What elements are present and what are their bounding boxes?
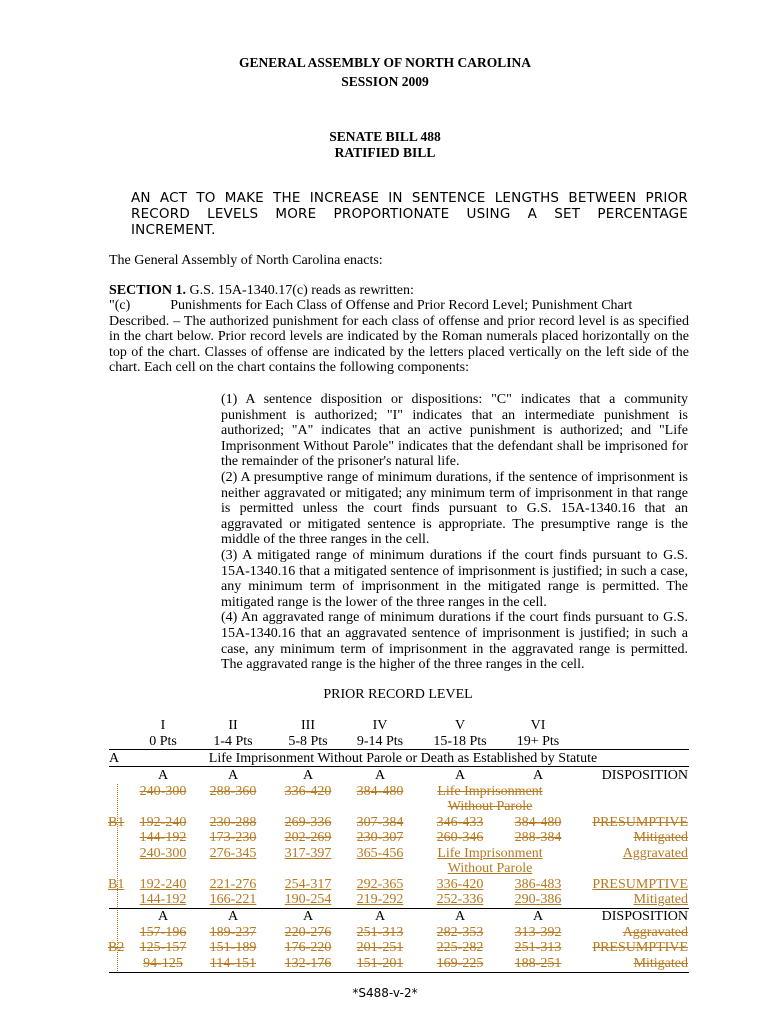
disposition-letter: A: [227, 909, 239, 924]
document-id-footer: *S488-v-2*: [352, 986, 418, 1000]
points-header: 19+ Pts: [516, 734, 560, 749]
component-item-4: (4) An aggravated range of minimum durations if the court finds pursuant to G.S. 15A-1340.16 that an aggravated sentence of imprisonment is justified; in such a case, any minimum term of imprisonment in the aggravated range is permitted. The aggravated range is the higher of the three ranges in the cell.: [221, 610, 688, 673]
inserted-value: 221-276: [209, 877, 257, 892]
deleted-value: 157-196: [139, 925, 187, 940]
deleted-value: 307-384: [356, 815, 404, 830]
session-title: SESSION 2009: [341, 74, 429, 89]
component-item-2: (2) A presumptive range of minimum durations, if the sentence of imprisonment is neither aggravated or mitigated; any minimum term of imprisonment in that range is permitted unless the court finds pursuant to G.S. 15A-1340.16 that an aggravated or mitigated sentence is appropriate. The presumptive range is the middle of the three ranges in the cell.: [221, 469, 688, 548]
deleted-value: 202-269: [284, 830, 332, 845]
deleted-value: 251-313: [514, 940, 562, 955]
table-rule: [109, 749, 689, 750]
component-list: [221, 392, 688, 673]
deleted-label: PRESUMPTIVE: [592, 940, 688, 955]
deleted-value: 269-336: [284, 815, 332, 830]
deleted-value: 132-176: [284, 956, 332, 971]
section-intro-text: G.S. 15A-1340.17(c) reads as rewritten:: [189, 283, 414, 298]
component-item-1: (1) A sentence disposition or dispositions: "C" indicates that a community punishment is authorized; "I" indicates that an intermediate punishment is authorized; "A" indicates that an active punishment is authorized; and "Life Imprisonment Without Parole" indicates that the defendant shall be imprisoned for the remainder of the prisoner's natural life.: [221, 392, 688, 470]
deleted-value: 282-353: [436, 925, 484, 940]
level-header: V: [454, 718, 466, 733]
inserted-value: 365-456: [356, 846, 404, 861]
inserted-value: 336-420: [436, 877, 484, 892]
inserted-value: 190-254: [284, 892, 332, 907]
points-header: 0 Pts: [149, 734, 177, 749]
chart-title: PRIOR RECORD LEVEL: [323, 687, 473, 702]
deleted-label: PRESUMPTIVE: [592, 815, 688, 830]
disposition-letter: A: [454, 768, 466, 783]
inserted-value: 192-240: [139, 877, 187, 892]
inserted-value: 290-386: [514, 892, 562, 907]
deleted-label: Mitigated: [633, 830, 688, 845]
class-a-text: Life Imprisonment Without Parole or Death as Established by Statute: [208, 751, 598, 766]
level-header: VI: [530, 718, 546, 733]
deleted-value: 240-300: [139, 784, 187, 799]
deleted-value: 188-251: [514, 956, 562, 971]
disposition-letter: A: [374, 909, 386, 924]
deleted-value: 251-313: [356, 925, 404, 940]
bill-number: SENATE BILL 488: [329, 129, 441, 144]
deleted-class-label: B1: [108, 815, 125, 830]
inserted-value: 252-336: [436, 892, 484, 907]
disposition-letter: A: [532, 909, 544, 924]
inserted-value: Without Parole: [447, 861, 533, 876]
paragraph-c-body: Described. – The authorized punishment for each class of offense and prior record level is as specified in the chart below. Prior record levels are indicated by the Roman numerals placed horizontally on the top of the chart. Classes of offense are indicated by the letters placed vertically on the left side of the chart. Each cell on the chart contains the following components:: [109, 313, 689, 376]
disposition-label: DISPOSITION: [601, 909, 688, 924]
deleted-value: 336-420: [284, 784, 332, 799]
inserted-value: 386-483: [514, 877, 562, 892]
deleted-value: 169-225: [436, 956, 484, 971]
deleted-value: 384-480: [514, 815, 562, 830]
inserted-label: Mitigated: [633, 892, 688, 907]
deleted-value: 114-151: [209, 956, 257, 971]
deleted-value: 125-157: [139, 940, 187, 955]
disposition-letter: A: [157, 768, 169, 783]
act-title: AN ACT TO MAKE THE INCREASE IN SENTENCE LENGTHS BETWEEN PRIOR RECORD LEVELS MORE PROPORTIONATE USING A SET PERCENTAGE INCREMENT.: [131, 190, 688, 238]
deleted-value: 201-251: [356, 940, 404, 955]
component-item-3: (3) A mitigated range of minimum durations if the court finds pursuant to G.S. 15A-1340.16 that a mitigated sentence of imprisonment is justified; in such a case, any minimum term of imprisonment in the mitigated range is permitted. The mitigated range is the lower of the three ranges in the cell.: [221, 547, 688, 610]
deleted-value: 192-240: [139, 815, 187, 830]
level-header: IV: [372, 718, 388, 733]
deleted-label: Aggravated: [622, 925, 688, 940]
inserted-label: PRESUMPTIVE: [592, 877, 688, 892]
class-label: A: [109, 751, 120, 766]
deleted-value: 260-346: [436, 830, 484, 845]
inserted-value: 144-192: [139, 892, 187, 907]
points-header: 5-8 Pts: [288, 734, 328, 749]
paragraph-c: [109, 298, 689, 376]
bill-status: RATIFIED BILL: [334, 145, 436, 160]
deleted-value: 288-360: [209, 784, 257, 799]
deleted-value: 151-201: [356, 956, 404, 971]
deleted-value: 225-282: [436, 940, 484, 955]
points-header: 9-14 Pts: [356, 734, 404, 749]
level-header: I: [160, 718, 166, 733]
inserted-label: Aggravated: [622, 846, 688, 861]
assembly-title: GENERAL ASSEMBLY OF NORTH CAROLINA: [238, 55, 532, 70]
deleted-value: 144-192: [139, 830, 187, 845]
enacting-clause: The General Assembly of North Carolina enacts:: [109, 253, 383, 268]
inserted-value: 276-345: [209, 846, 257, 861]
deleted-value: 173-230: [209, 830, 257, 845]
deleted-value: 384-480: [356, 784, 404, 799]
paragraph-c-label: "(c): [109, 298, 131, 313]
inserted-value: 219-292: [356, 892, 404, 907]
disposition-letter: A: [302, 909, 314, 924]
deleted-value: 189-237: [209, 925, 257, 940]
table-rule: [109, 972, 689, 973]
disposition-letter: A: [374, 768, 386, 783]
deleted-value: 94-125: [143, 956, 183, 971]
deleted-value: 288-384: [514, 830, 562, 845]
deleted-value: 151-189: [209, 940, 257, 955]
level-header: III: [301, 718, 315, 733]
deleted-value: 230-288: [209, 815, 257, 830]
deleted-value: 346-433: [436, 815, 484, 830]
inserted-value: 254-317: [284, 877, 332, 892]
disposition-letter: A: [227, 768, 239, 783]
deleted-value: 313-392: [514, 925, 562, 940]
inserted-value: 240-300: [139, 846, 187, 861]
paragraph-c-heading: Punishments for Each Class of Offense and Prior Record Level; Punishment Chart: [170, 298, 633, 313]
inserted-value: 292-365: [356, 877, 404, 892]
disposition-letter: A: [302, 768, 314, 783]
disposition-letter: A: [454, 909, 466, 924]
points-header: 1-4 Pts: [213, 734, 253, 749]
inserted-class-label: B1: [108, 877, 125, 892]
deleted-value: 176-220: [284, 940, 332, 955]
inserted-value: 317-397: [284, 846, 332, 861]
deleted-label: Mitigated: [633, 956, 688, 971]
inserted-value: 166-221: [209, 892, 257, 907]
deleted-value: 230-307: [356, 830, 404, 845]
deleted-value: Life Imprisonment: [437, 784, 543, 799]
level-header: II: [228, 718, 238, 733]
disposition-letter: A: [157, 909, 169, 924]
section-label: SECTION 1.: [109, 283, 187, 298]
section-1-intro: [109, 283, 689, 299]
table-rule: [109, 766, 689, 767]
deleted-value: Without Parole: [447, 799, 533, 814]
points-header: 15-18 Pts: [433, 734, 487, 749]
deleted-class-label: B2: [108, 940, 125, 955]
disposition-label: DISPOSITION: [601, 768, 688, 783]
deleted-value: 220-276: [284, 925, 332, 940]
disposition-letter: A: [532, 768, 544, 783]
inserted-value: Life Imprisonment: [437, 846, 543, 861]
